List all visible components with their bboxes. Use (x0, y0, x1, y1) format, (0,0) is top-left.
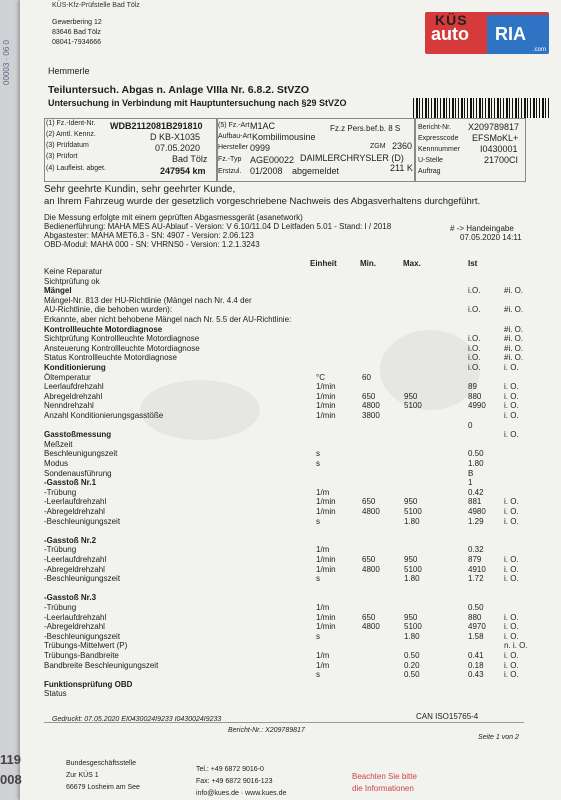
col-min: Min. (360, 259, 376, 268)
row-unit: 1/min (316, 622, 336, 632)
erstzul-label: Erstzul. (218, 168, 242, 175)
row-unit: 1/min (316, 401, 336, 411)
row-min: 650 (362, 555, 376, 564)
row-label: Erkannte, aber nicht behobene Mängel nach Nr. 5.5 der AU-Richtlinie: (44, 315, 292, 324)
row-label: Sondenausführung (44, 468, 112, 478)
f2-label: (2) Amtl. Kennz. (46, 131, 96, 138)
row-label: Gasstoßmessung (44, 430, 112, 440)
row-unit: s (316, 449, 320, 459)
row-unit: 1/m (316, 545, 330, 555)
row-ist: 1.72 (468, 574, 484, 584)
row-max: 1.80 (404, 631, 420, 641)
row-label: Öltemperatur (44, 372, 91, 382)
kenn-value: I0430001 (480, 144, 518, 154)
row-unit: 1/m (316, 603, 330, 612)
street: Gewerbering 12 (52, 19, 102, 26)
row-unit: s (316, 670, 320, 680)
row-res: i. O. (504, 670, 519, 680)
row-label: -Abregeldrehzahl (44, 564, 105, 574)
power: 211 K (390, 163, 413, 173)
row-res: i. O. (504, 430, 519, 440)
office-line-2: Zur KÜS 1 (66, 772, 99, 779)
row-label: Mängel-Nr. 813 der HU-Richtlinie (Mängel nach Nr. 4.4 der (44, 295, 252, 305)
col-einheit: Einheit (310, 259, 337, 268)
row-unit: 1/min (316, 411, 336, 420)
left-strip (0, 0, 20, 800)
row-unit: s (316, 516, 320, 526)
fzart-value: M1AC (250, 121, 276, 131)
row-unit: 1/min (316, 391, 336, 401)
row-ist: i.O. (468, 363, 481, 372)
row-label: -Gasstoß Nr.1 (44, 478, 97, 488)
printed-line: Gedruckt: 07.05.2020 EI0430024I9233 I0430024I9233 (52, 716, 222, 723)
pers-label: Fz.z Pers.bef.b. 8 S (330, 124, 401, 133)
row-min: 650 (362, 391, 376, 401)
page-subtitle: Untersuchung in Verbindung mit Hauptuntersuchung nach §29 StVZO (48, 98, 347, 108)
row-ist: 881 (468, 497, 482, 507)
row-ist: i.O. (468, 305, 481, 315)
row-unit: 1/min (316, 612, 336, 622)
stain (140, 380, 260, 440)
row-label: -Trübung (44, 603, 77, 612)
row-label: Status Kontrollleuchte Motordiagnose (44, 353, 177, 363)
greeting: Sehr geehrte Kundin, sehr geehrter Kunde, (44, 184, 236, 195)
expr-label: Expresscode (418, 135, 459, 142)
row-label: -Beschleunigungszeit (44, 516, 121, 526)
row-res: i. O. (504, 622, 519, 632)
row-ist: 1.80 (468, 459, 484, 468)
f2-value: D KB-X1035 (150, 132, 201, 142)
row-ist: 879 (468, 555, 482, 564)
row-label: -Beschleunigungszeit (44, 631, 121, 641)
row-max: 0.20 (404, 660, 420, 670)
row-ist: 89 (468, 382, 477, 392)
row-label: -Gasstoß Nr.3 (44, 593, 97, 603)
row-label: Bandbreite Beschleunigungszeit (44, 660, 159, 670)
logo-kus-text: KÜS (435, 12, 468, 28)
phone: 08041-7934666 (52, 39, 102, 46)
f3-value: 07.05.2020 (155, 143, 201, 153)
maker: DAIMLERCHRYSLER (D) (300, 153, 404, 163)
row-max: 950 (404, 612, 418, 622)
col-max: Max. (403, 259, 421, 268)
row-res: i. O. (504, 411, 519, 420)
row-res: i. O. (504, 497, 519, 507)
row-label: Kontrollleuchte Motordiagnose (44, 324, 163, 334)
row-label: Mängel (44, 286, 72, 296)
row-label: Beschleunigungszeit (44, 449, 118, 459)
row-label: -Leerlaufdrehzahl (44, 612, 107, 622)
col-ist: Ist (468, 259, 478, 268)
row-label: -Leerlaufdrehzahl (44, 497, 107, 507)
herst-value: 0999 (250, 143, 271, 153)
left-number-2: 008 (0, 772, 22, 787)
row-res: i. O. (504, 507, 519, 516)
row-ist: B (468, 468, 474, 478)
row-label: Funktionsprüfung OBD (44, 679, 133, 689)
bericht-value: X209789817 (468, 122, 520, 132)
meta-line-2: Bedienerführung: MAHA MES AU-Ablauf - Version: V 6.10/11.04 D Leitfaden 5.01 - Stand: I / 2018 (44, 222, 392, 231)
row-unit: s (316, 631, 320, 641)
row-label: Konditionierung (44, 363, 106, 372)
row-label: -Trübung (44, 487, 77, 497)
footer-mail: info@kues.de · www.kues.de (196, 790, 287, 797)
row-res: #i. O. (504, 305, 524, 315)
row-unit: 1/min (316, 564, 336, 574)
row-unit: 1/m (316, 487, 330, 497)
row-label: Sichtprüfung ok (44, 276, 100, 286)
row-res: i. O. (504, 651, 519, 660)
row-res: #i. O. (504, 324, 524, 334)
abgemeldet: abgemeldet (292, 166, 340, 176)
row-res: i. O. (504, 401, 519, 411)
aufbau-value: Kombilimousine (252, 132, 316, 142)
row-res: i. O. (504, 555, 519, 564)
page-number: Seite 1 von 2 (478, 734, 519, 741)
row-unit: 1/min (316, 507, 336, 516)
meta-line-4: OBD-Modul: MAHA 000 - SN: VHRNS0 - Version: 1.2.1.3243 (44, 240, 260, 249)
row-res: i. O. (504, 363, 519, 372)
typ-label: Fz.-Typ (218, 156, 242, 163)
row-min: 4800 (362, 564, 380, 574)
row-res: n. i. O. (504, 641, 528, 651)
row-ist: 0.32 (468, 545, 484, 555)
row-unit: 1/min (316, 497, 336, 507)
row-ist: 0.50 (468, 449, 484, 459)
row-unit: 1/m (316, 660, 330, 670)
row-max: 5100 (404, 401, 422, 411)
row-max: 950 (404, 497, 418, 507)
row-max: 0.50 (404, 670, 420, 680)
row-ist: 4990 (468, 401, 486, 411)
logo-com-text: .com (532, 47, 546, 53)
ustelle-value: 21700CI (484, 155, 519, 165)
row-unit: s (316, 574, 320, 584)
meta-line-1: Die Messung erfolgte mit einem geprüften Abgasmessgerät (asanetwork) (44, 213, 303, 222)
row-label: -Beschleunigungszeit (44, 574, 121, 584)
page-title: Teiluntersuch. Abgas n. Anlage VIIIa Nr. 6.8.2. StVZO (48, 84, 310, 96)
row-label: Abregeldrehzahl (44, 391, 103, 401)
greeting-body: an Ihrem Fahrzeug wurde der gesetzlich vorgeschriebene Nachweis des Abgasverhaltens durchgeführt. (44, 196, 481, 207)
row-min: 4800 (362, 622, 380, 632)
row-ist: 880 (468, 612, 482, 622)
row-label: Anzahl Konditionierungsgasstöße (44, 411, 164, 420)
zgm-label: ZGM (370, 143, 386, 150)
meta-line-3: Abgastester: MAHA MET6.3 - SN: 4907 - Version: 2.06.123 (44, 231, 254, 240)
row-res: i. O. (504, 382, 519, 392)
row-unit: 1/min (316, 382, 336, 392)
row-label: -Abregeldrehzahl (44, 622, 105, 632)
row-res: #i. O. (504, 343, 524, 353)
row-ist: 1.58 (468, 631, 484, 641)
row-ist: 0.50 (468, 603, 484, 612)
row-label: Leerlaufdrehzahl (44, 382, 104, 392)
row-ist: i.O. (468, 353, 481, 363)
row-ist: 0.43 (468, 670, 484, 680)
office-line-1: Bundesgeschäftsstelle (66, 760, 137, 767)
footer-note-1: Beachten Sie bitte (352, 772, 417, 781)
ustelle-label: U-Stelle (418, 157, 443, 164)
footer-fax: Fax: +49 6872 9016-123 (196, 778, 273, 785)
f3-label: (3) Prüfdatum (46, 142, 89, 149)
row-ist: 4980 (468, 507, 486, 516)
row-ist: 1.29 (468, 516, 484, 526)
datetime: 07.05.2020 14:11 (460, 233, 522, 242)
row-label: Modus (44, 459, 69, 468)
f4-label: (4) Laufleist. abget. (46, 165, 106, 172)
row-label: -Gasstoß Nr.2 (44, 535, 97, 545)
row-label: -Trübung (44, 545, 77, 555)
row-res: i. O. (504, 612, 519, 622)
herst-label: Hersteller (218, 144, 248, 151)
footer-tel: Tel.: +49 6872 9016-0 (196, 766, 264, 773)
f1-label: (1) Fz.-Ident-Nr. (46, 120, 96, 127)
row-unit: 1/m (316, 651, 330, 660)
recipient: Hemmerle (48, 66, 90, 76)
footer-note-2: die Informationen (352, 784, 414, 793)
row-unit: 1/min (316, 555, 336, 564)
row-res: i. O. (504, 516, 519, 526)
row-min: 4800 (362, 507, 380, 516)
stain (380, 330, 480, 410)
row-label: Trübungs-Bandbreite (44, 651, 119, 660)
row-label: Ansteuerung Kontrollleuchte Motordiagnose (44, 343, 200, 353)
row-ist: 0.18 (468, 660, 484, 670)
row-res: i. O. (504, 631, 519, 641)
row-res: #i. O. (504, 353, 524, 363)
row-res: #i. O. (504, 286, 524, 296)
row-label: Status (44, 689, 67, 699)
row-min: 650 (362, 497, 376, 507)
row-ist: 1 (468, 478, 473, 488)
row-max: 1.80 (404, 574, 420, 584)
typ-value: AGE00022 (250, 155, 295, 165)
row-ist: 0.42 (468, 487, 484, 497)
barcode (413, 98, 551, 118)
erstzul-value: 01/2008 (250, 166, 283, 176)
row-label: Nenndrehzahl (44, 401, 94, 411)
row-label: Meßzeit (44, 439, 73, 449)
row-label: -Abregeldrehzahl (44, 507, 105, 516)
aufbau-label: Aufbau-Art (218, 133, 252, 140)
row-ist: i.O. (468, 286, 481, 296)
row-res: i. O. (504, 660, 519, 670)
row-max: 5100 (404, 564, 422, 574)
row-ist: 0 (468, 420, 473, 430)
office-line-3: 66679 Losheim am See (66, 784, 140, 791)
row-max: 950 (404, 555, 418, 564)
row-ist: 0.41 (468, 651, 484, 660)
expr-value: EFSMoKL+ (472, 133, 519, 143)
handeingabe-note: # -> Handeingabe (450, 224, 514, 233)
row-label: Keine Reparatur (44, 267, 103, 276)
bericht-label: Bericht-Nr. (418, 124, 452, 131)
zgm-value: 2360 (392, 141, 413, 151)
row-res: i. O. (504, 564, 519, 574)
row-min: 60 (362, 372, 371, 382)
row-ist: 4970 (468, 622, 486, 632)
autoria-logo (425, 12, 549, 54)
row-max: 5100 (404, 622, 422, 632)
row-min: 3800 (362, 411, 380, 420)
row-ist: 4910 (468, 564, 486, 574)
f4-value: 247954 km (160, 166, 206, 176)
row-max: 5100 (404, 507, 422, 516)
row-max: 1.80 (404, 516, 420, 526)
row-label: AU-Richtlinie, die behoben wurden): (44, 305, 173, 315)
row-label: Trübungs-Mittelwert (P) (44, 641, 128, 651)
auftrag-label: Auftrag (418, 168, 441, 175)
row-max: 0.50 (404, 651, 420, 660)
logo-auto-text: auto (431, 24, 469, 44)
row-res: i. O. (504, 574, 519, 584)
logo-ria-text: RIA (495, 24, 526, 44)
row-min: 4800 (362, 401, 380, 411)
row-res: i. O. (504, 391, 519, 401)
row-res: #i. O. (504, 334, 524, 344)
city: 83646 Bad Tölz (52, 29, 101, 36)
row-unit: °C (316, 372, 325, 382)
footer-report-number: Bericht-Nr.: X209789817 (228, 727, 305, 734)
can-protocol: CAN ISO15765-4 (416, 712, 479, 721)
f3b-label: (3) Prüfort (46, 153, 78, 160)
fzart-label: (5) Fz.-Art (218, 122, 250, 129)
row-min: 650 (362, 612, 376, 622)
row-max: 950 (404, 391, 418, 401)
f1-value: WDB2112081B291810 (110, 121, 203, 131)
side-text: 00003 · 06 0 (2, 40, 11, 85)
left-number-1: 119 (0, 752, 21, 767)
row-unit: s (316, 459, 320, 468)
row-ist: i.O. (468, 334, 481, 344)
f3b-value: Bad Tölz (172, 154, 208, 164)
org-line: KÜS-Kfz-Prüfstelle Bad Tölz (52, 2, 140, 9)
row-label: Sichtprüfung Kontrollleuchte Motordiagnose (44, 334, 200, 344)
row-ist: 880 (468, 391, 482, 401)
row-label: -Leerlaufdrehzahl (44, 555, 107, 564)
row-ist: i.O. (468, 343, 481, 353)
kenn-label: Kennnummer (418, 146, 461, 153)
